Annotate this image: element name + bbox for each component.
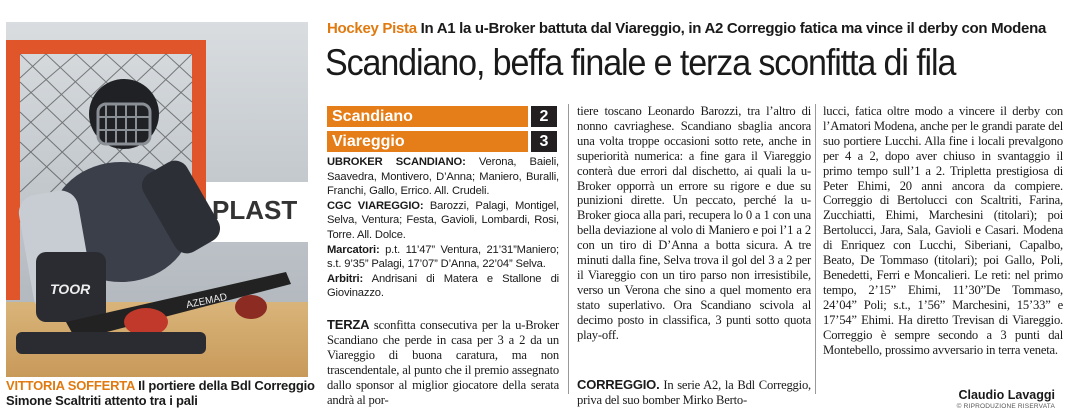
column-divider — [568, 104, 569, 394]
match-details — [327, 155, 559, 301]
article-column-2-bottom — [577, 378, 811, 408]
caption-lead: VITTORIA SOFFERTA — [6, 378, 135, 393]
section-label: Hockey Pista — [327, 20, 417, 37]
score-row-home — [327, 106, 557, 127]
away-score: 3 — [531, 131, 557, 152]
headline: Scandiano, beffa finale e terza sconfitta di fila — [325, 42, 956, 83]
referees-text: Andrisani di Matera e Stallone di Giovinazzo. — [327, 272, 559, 300]
byline: Claudio Lavaggi — [958, 388, 1055, 402]
correggio-lead-word: CORREGGIO. — [577, 377, 660, 392]
away-lineup — [327, 199, 559, 243]
column-1-text: sconfitta consecutiva per la u-Broker Scandiano che perde in casa per 3 a 2 da un Viareggio di buona caratura, ma non trascendentale, al punto che il premio assegnato dallo sponsor al miglior giocatore della serata andrà al por- — [327, 318, 559, 407]
column-divider — [815, 104, 816, 394]
kicker — [327, 20, 1062, 38]
photo-caption — [6, 378, 316, 408]
away-lineup-text: Barozzi, Palagi, Montigel, Selva, Ventura; Festa, Gavioli, Lombardi, Rosi, Torre. All. Dolce. — [327, 199, 560, 241]
score-box — [327, 106, 557, 156]
article-column-3: lucci, fatica oltre modo a vincere il derby con l’Amatori Modena, anche per le grandi parate del suo portiere Lucchi. Alla fine i locali prevalgono per 4 a 2, dopo aver chiuso in svantaggio il primo tempo sull’1 a 2. Tripletta prestigiosa di Peter Ehimi, 20 anni ancora da compiere. Correggio di Bertolucci con Scaltriti, Farina, Zucchiatti, Ehimi, Marchesini (titolari); poi Bertolucci, Jara, Sala, Gavioli e Casari. Modena di Enriquez con Lucchi, Siberiani, Capalbo, Beato, De Tommaso (titolari); poi Gallo, Poli, Benedetti, Ferri e Moncalieri. Le reti: nel primo tempo, 2’15” Ehimi, 11’30”De Tommaso, 24’04” Poli; s.t., 1’56” Marchesini, 15’33” e 17’54” Ehimi. Ha diretto Trevisan di Viareggio. Correggio è sempre secondo a 3 punti dal Montebello, prossimo avversario in terra veneta. — [823, 104, 1063, 357]
scorers-text: p.t. 11’47” Ventura, 21’31”Maniero; s.t. 9’35” Palagi, 17’07” D’Anna, 22’04” Selva. — [327, 243, 559, 271]
article-lead-word: TERZA — [327, 317, 370, 332]
reproduction-notice: © RIPRODUZIONE RISERVATA — [956, 403, 1055, 410]
article-column-2: tiere toscano Leonardo Barozzi, tra l’altro di nonno cavriaghese. Scandiano sbaglia ancora una volta troppe occasioni sotto rete, anche in superiorità numerica: a fine gara il Viareggio conterà due errori dal dischetto, ai quali la u-Broker opporrà un errore su rigore e due su punizioni dirette. Un peccato, perché la u-Broker gioca alla pari, recupera lo 0 a 1 con una bella deviazione al volo di Maniero e poi l’1 a 2 con un tiro di D’Anna a botta sicura. A tre minuti dalla fine, Selva trova il gol del 3 a 2 per il Viareggio con un tiro parso non irresistibile, verso un Verona che sino a quel momento era stato superlativo. Ora Scandiano scivola al decimo posto in classifica, 3 punti sotto quota play-off. — [577, 104, 811, 342]
article-column-1 — [327, 318, 559, 407]
away-lineup-label: CGC VIAREGGIO: — [327, 199, 424, 212]
away-team: Viareggio — [327, 131, 528, 152]
score-row-away — [327, 131, 557, 152]
pad-brand-text: TOOR — [50, 281, 91, 297]
scorers — [327, 243, 559, 272]
referees — [327, 272, 559, 301]
scorers-label: Marcatori: — [327, 243, 380, 256]
home-score: 2 — [531, 106, 557, 127]
caption-text: Il portiere della Bdl Correggio Simone Scaltriti attento tra i pali — [6, 378, 315, 408]
home-team: Scandiano — [327, 106, 528, 127]
article-photo — [6, 22, 308, 377]
sponsor-board-text: PLAST — [212, 195, 298, 225]
kicker-text: In A1 la u-Broker battuta dal Viareggio, in A2 Correggio fatica ma vince il derby con Modena — [416, 20, 1046, 37]
home-lineup — [327, 155, 559, 199]
stick-brand-text: AZEMAD — [185, 291, 229, 312]
referees-label: Arbitri: — [327, 272, 364, 285]
home-lineup-label: UBROKER SCANDIANO: — [327, 156, 466, 168]
home-lineup-text: Verona, Baieli, Saavedra, Montivero, D’Anna; Maniero, Buralli, Franchi, Gallo, Errico. All. Crudeli. — [327, 156, 559, 198]
column-2b-text: In serie A2, la Bdl Correggio, priva del suo bomber Mirko Berto- — [577, 378, 811, 407]
